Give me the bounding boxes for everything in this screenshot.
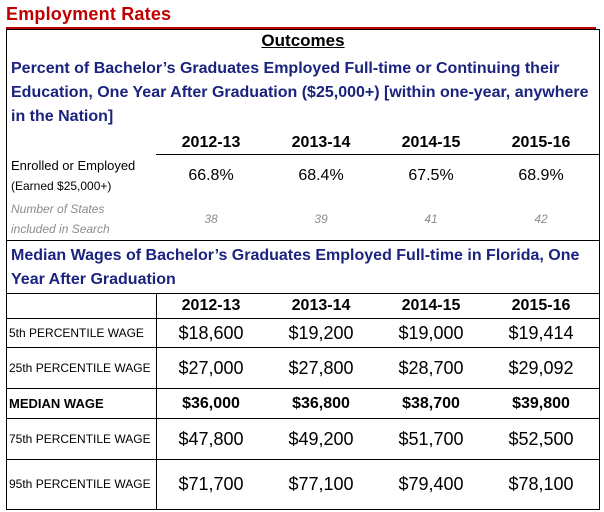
s2-year-header: 2014-15: [401, 297, 461, 314]
wage-value: $27,800: [288, 357, 354, 378]
wage-value: $19,000: [398, 322, 464, 343]
wage-row-label: 25th PERCENTILE WAGE: [9, 361, 151, 375]
wage-row-label: 95th PERCENTILE WAGE: [9, 477, 151, 491]
wage-value: $78,100: [508, 473, 574, 494]
s2-year-header: 2012-13: [181, 297, 241, 314]
row-enrolled-label-line1: Enrolled or Employed: [11, 158, 136, 173]
wage-value: $77,100: [288, 473, 354, 494]
median-wage-value: $38,700: [402, 394, 460, 412]
states-value: 39: [314, 212, 328, 226]
section-divider: [6, 240, 600, 241]
wage-value: $29,092: [508, 357, 574, 378]
s1-year-header: 2015-16: [511, 134, 571, 151]
wage-value: $51,700: [398, 428, 464, 449]
s2-year-header: 2013-14: [291, 297, 351, 314]
wage-value: $28,700: [398, 357, 464, 378]
row-enrolled-label-line2: (Earned $25,000+): [11, 179, 112, 193]
wage-value: $19,414: [508, 322, 574, 343]
wage-value: $18,600: [178, 322, 244, 343]
row-enrolled-label: [11, 155, 156, 197]
median-wage-label: MEDIAN WAGE: [9, 396, 104, 411]
enrolled-value: 67.5%: [408, 167, 454, 184]
states-value: 41: [424, 212, 438, 226]
row-states-label-line2: included in Search: [11, 222, 110, 236]
wage-value: $27,000: [178, 357, 244, 378]
row-states-label: [11, 198, 156, 240]
wage-value: $49,200: [288, 428, 354, 449]
enrolled-value: 66.8%: [188, 167, 234, 184]
wage-value: $19,200: [288, 322, 354, 343]
wage-row-label: 75th PERCENTILE WAGE: [9, 432, 151, 446]
wage-value: $52,500: [508, 428, 574, 449]
states-value: 38: [204, 212, 218, 226]
employment-section-heading: Percent of Bachelor’s Graduates Employed Full-time or Continuing their Education, One Year After Graduation ($25,000+) [within one-year, anywhere in the Nation]: [11, 60, 589, 125]
s1-year-header: 2012-13: [181, 134, 241, 151]
row-states-label-line1: Number of States: [11, 202, 105, 216]
enrolled-value: 68.4%: [298, 167, 344, 184]
median-wage-value: $36,000: [182, 394, 240, 412]
wage-value: $47,800: [178, 428, 244, 449]
states-value: 42: [534, 212, 548, 226]
wage-value: $79,400: [398, 473, 464, 494]
s1-year-header: 2013-14: [291, 134, 351, 151]
wages-section-heading: Median Wages of Bachelor’s Graduates Employed Full-time in Florida, One Year After Graduation: [11, 247, 580, 288]
outcomes-heading: Outcomes: [261, 31, 345, 50]
page-title: Employment Rates: [6, 4, 172, 24]
s1-year-header: 2014-15: [401, 134, 461, 151]
s2-year-header: 2015-16: [511, 297, 571, 314]
wage-row-label: 5th PERCENTILE WAGE: [9, 326, 144, 340]
median-wage-value: $36,800: [292, 394, 350, 412]
median-wage-value: $39,800: [512, 394, 570, 412]
wage-value: $71,700: [178, 473, 244, 494]
enrolled-value: 68.9%: [518, 167, 564, 184]
